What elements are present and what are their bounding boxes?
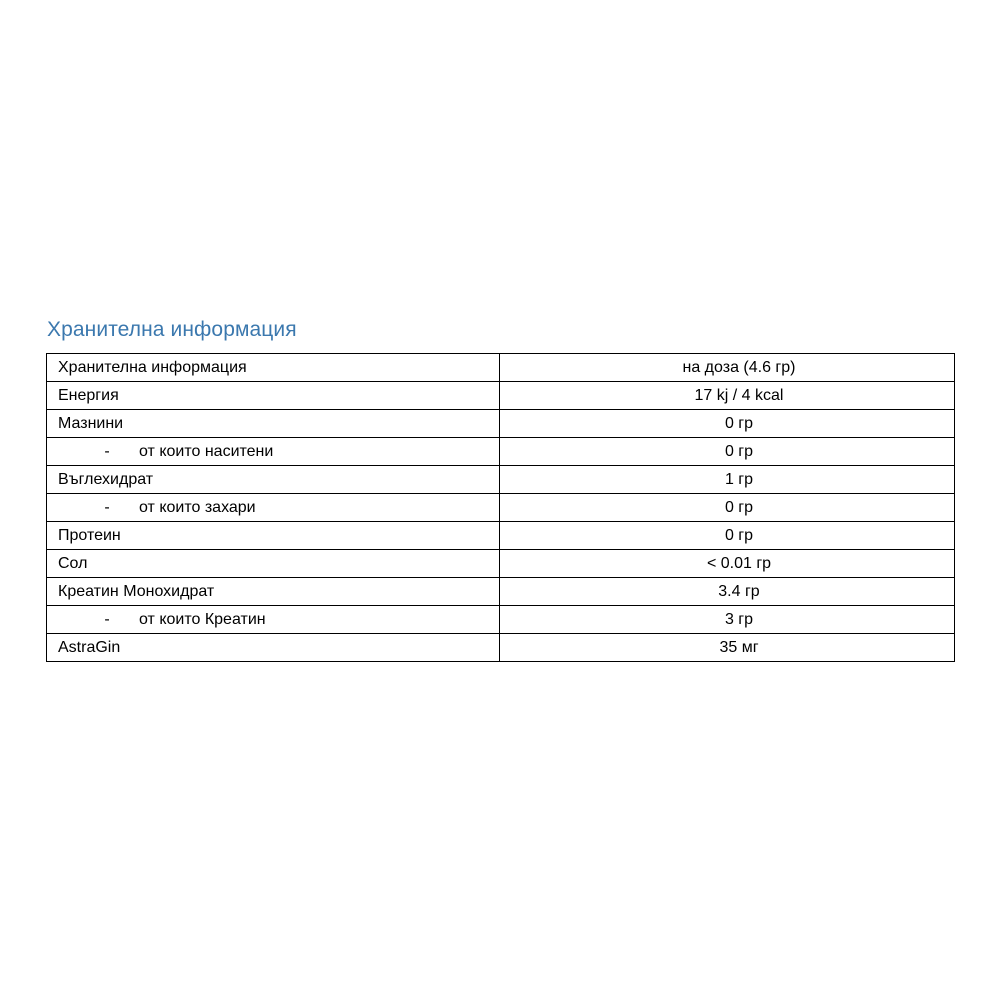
table-row <box>47 410 955 438</box>
table-row <box>47 466 955 494</box>
row-label: Енергия <box>47 382 500 410</box>
nutrition-table <box>46 353 955 662</box>
table-row <box>47 522 955 550</box>
row-label: Мазнини <box>47 410 500 438</box>
row-value: 0 гр <box>500 494 955 522</box>
row-label: Креатин Монохидрат <box>47 578 500 606</box>
sub-item-dash: - <box>104 611 110 628</box>
row-value: 3 гр <box>500 606 955 634</box>
row-value: 1 гр <box>500 466 955 494</box>
row-label: Хранителна информация <box>47 354 500 382</box>
row-value: < 0.01 гр <box>500 550 955 578</box>
row-value: 3.4 гр <box>500 578 955 606</box>
row-label-text: от които захари <box>139 499 256 516</box>
sub-item-dash: - <box>104 499 110 516</box>
table-row <box>47 382 955 410</box>
table-row <box>47 578 955 606</box>
row-label-sub <box>47 438 500 466</box>
row-label: Сол <box>47 550 500 578</box>
table-row <box>47 606 955 634</box>
row-label-text: от които Креатин <box>139 611 266 628</box>
row-label: AstraGin <box>47 634 500 662</box>
row-value: 17 kj / 4 kcal <box>500 382 955 410</box>
table-row <box>47 550 955 578</box>
row-label: Въглехидрат <box>47 466 500 494</box>
sub-item-dash: - <box>104 443 110 460</box>
row-value: 0 гр <box>500 410 955 438</box>
row-value: на доза (4.6 гр) <box>500 354 955 382</box>
row-label-text: от които наситени <box>139 443 274 460</box>
row-label-sub <box>47 494 500 522</box>
row-value: 0 гр <box>500 522 955 550</box>
table-row <box>47 354 955 382</box>
section-heading: Хранителна информация <box>47 318 297 341</box>
row-label: Протеин <box>47 522 500 550</box>
table-row <box>47 438 955 466</box>
table-row <box>47 634 955 662</box>
row-value: 0 гр <box>500 438 955 466</box>
row-label-sub <box>47 606 500 634</box>
row-value: 35 мг <box>500 634 955 662</box>
table-row <box>47 494 955 522</box>
